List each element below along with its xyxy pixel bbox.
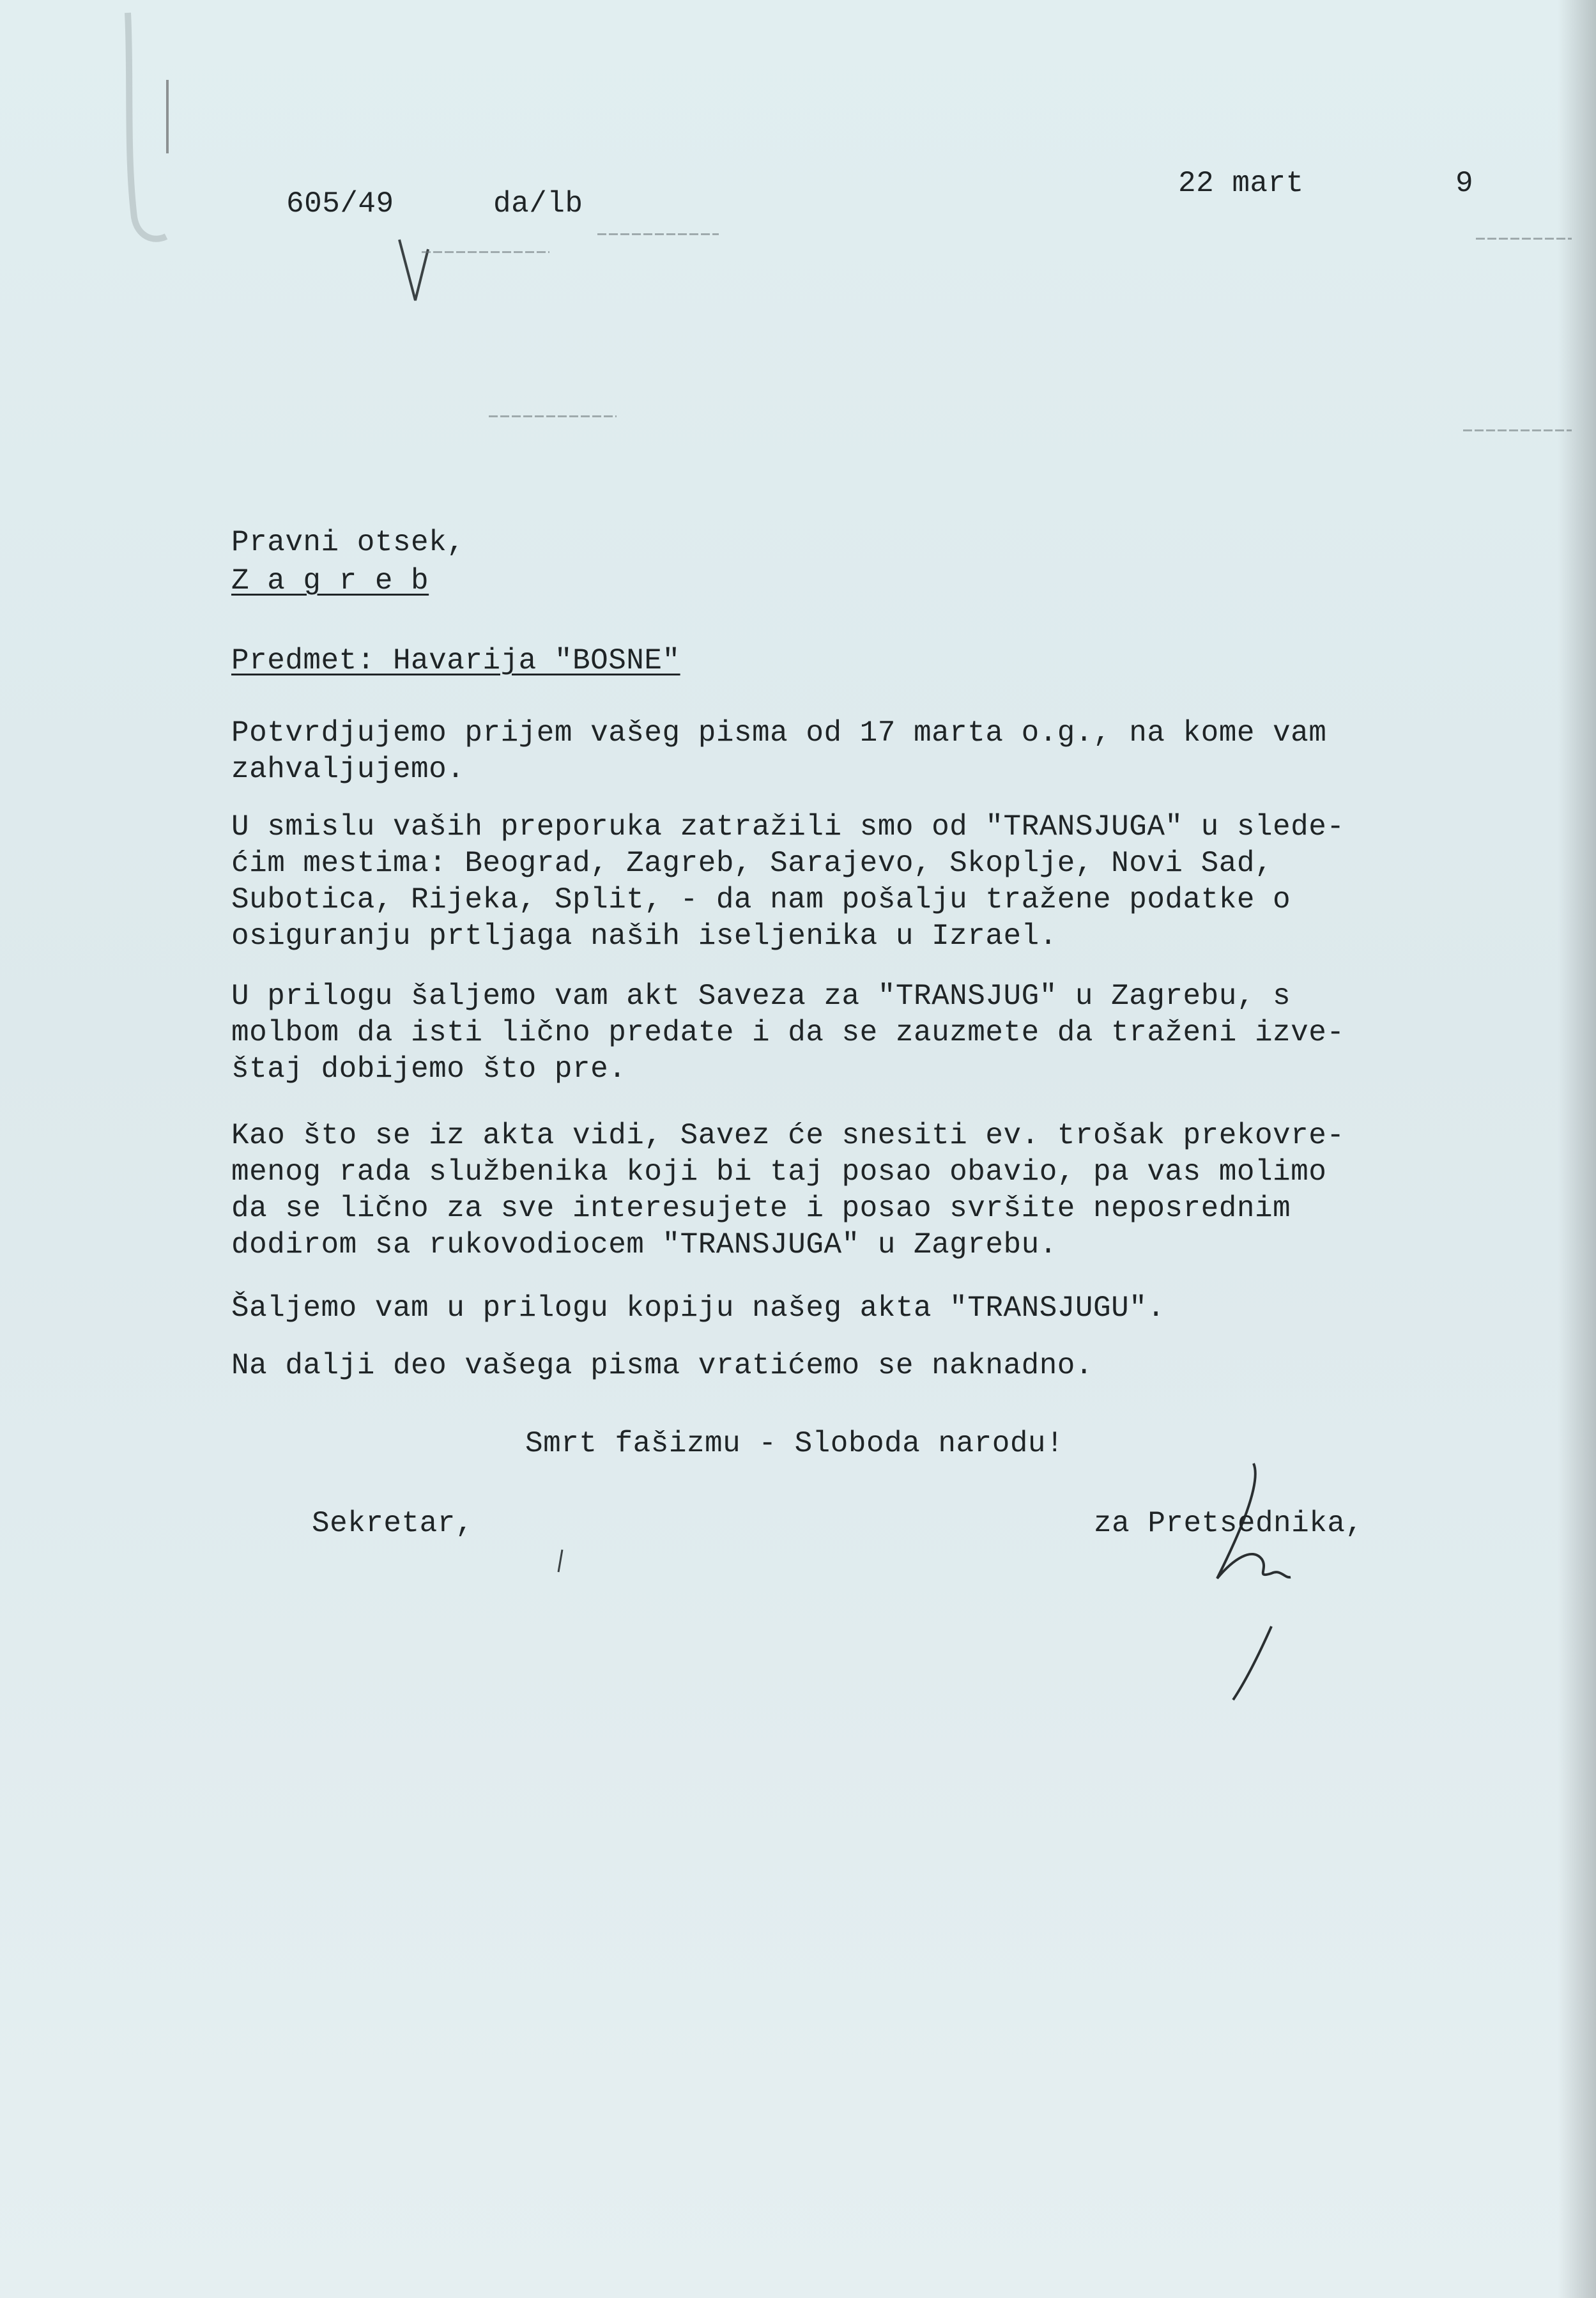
right-signatory: za Pretsednika, [1094,1507,1363,1540]
recipient-city: Z a g r e b [231,564,429,598]
body-line: Potvrdjujemo prijem vašeg pisma od 17 marta o.g., na kome vam [231,716,1327,750]
body-line: da se lično za sve interesujete i posao svršite neposrednim [231,1192,1291,1225]
letter-date: 22 mart [1178,167,1304,200]
header-rule [489,415,617,417]
body-line: Kao što se iz akta vidi, Savez će snesiti ev. trošak prekovre- [231,1119,1345,1152]
left-signatory: Sekretar, [312,1507,473,1540]
body-line: štaj dobijemo što pre. [231,1053,627,1086]
pen-check-mark [399,240,428,300]
reference-number: 605/49 [286,187,394,220]
header-rule [422,251,549,253]
body-line: zahvaljujemo. [231,753,465,786]
subject-line: Predmet: Havarija "BOSNE" [231,644,680,677]
header-rule [1463,429,1572,431]
body-line: ćim mestima: Beograd, Zagreb, Sarajevo, Skoplje, Novi Sad, [231,847,1273,880]
typist-initials: da/lb [493,187,583,220]
body-line: molbom da isti lično predate i da se zauzmete da traženi izve- [231,1016,1345,1049]
body-line: Subotica, Rijeka, Split, - da nam pošalju tražene podatke o [231,883,1291,916]
closing-salutation: Smrt fašizmu - Sloboda narodu! [525,1427,1064,1460]
recipient-department: Pravni otsek, [231,526,465,559]
body-line: U prilogu šaljemo vam akt Saveza za "TRANSJUG" u Zagrebu, s [231,980,1291,1013]
body-line: osiguranju prtljaga naših iseljenika u Izrael. [231,920,1057,953]
binding-mark [128,13,166,239]
signature-stroke [1233,1626,1271,1700]
body-line: Šaljemo vam u prilogu kopiju našeg akta "TRANSJUGU". [231,1292,1165,1325]
header-rule [1476,238,1572,240]
body-line: Na dalji deo vašega pisma vratićemo se naknadno. [231,1349,1094,1382]
body-line: dodirom sa rukovodiocem "TRANSJUGA" u Zagrebu. [231,1228,1057,1261]
body-line: menog rada službenika koji bi taj posao obavio, pa vas molimo [231,1155,1327,1189]
header-rule [597,233,719,235]
page-number: 9 [1455,167,1474,200]
body-line: U smislu vaših preporuka zatražili smo od "TRANSJUGA" u slede- [231,810,1345,844]
pen-tick [558,1550,562,1572]
